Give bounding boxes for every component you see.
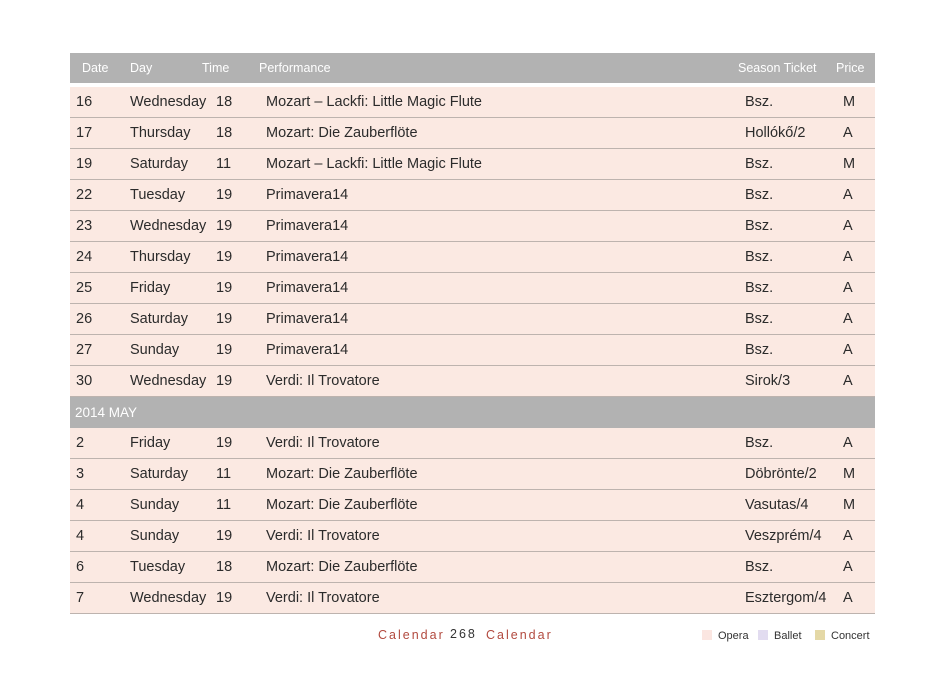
cell-time: 19 bbox=[216, 373, 233, 389]
cell-time: 11 bbox=[216, 466, 232, 482]
table-row bbox=[70, 180, 875, 211]
month-divider bbox=[70, 397, 875, 428]
cell-season-ticket: Hollókő/2 bbox=[745, 125, 806, 141]
cell-time: 19 bbox=[216, 528, 233, 544]
cell-day: Thursday bbox=[130, 249, 191, 265]
cell-date: 23 bbox=[76, 218, 93, 234]
footer-left-word: Calendar bbox=[378, 628, 445, 642]
cell-price: A bbox=[843, 280, 853, 296]
table-row bbox=[70, 521, 875, 552]
cell-date: 6 bbox=[76, 559, 85, 575]
cell-date: 3 bbox=[76, 466, 85, 482]
cell-season-ticket: Bsz. bbox=[745, 280, 774, 296]
table-row bbox=[70, 552, 875, 583]
header-price: Price bbox=[836, 61, 865, 75]
table-row bbox=[70, 335, 875, 366]
cell-time: 19 bbox=[216, 218, 233, 234]
table-row bbox=[70, 304, 875, 335]
cell-time: 19 bbox=[216, 187, 233, 203]
cell-date: 4 bbox=[76, 497, 85, 513]
cell-season-ticket: Sirok/3 bbox=[745, 373, 791, 389]
cell-season-ticket: Esztergom/4 bbox=[745, 590, 827, 606]
cell-price: M bbox=[843, 497, 856, 513]
page-footer bbox=[0, 626, 944, 650]
table-row bbox=[70, 459, 875, 490]
table-row bbox=[70, 242, 875, 273]
cell-season-ticket: Bsz. bbox=[745, 342, 774, 358]
cell-performance: Verdi: Il Trovatore bbox=[266, 528, 380, 544]
header-day: Day bbox=[130, 61, 153, 75]
may-rows bbox=[70, 428, 875, 614]
footer-right-word: Calendar bbox=[486, 628, 553, 642]
header-performance: Performance bbox=[259, 61, 331, 75]
cell-date: 27 bbox=[76, 342, 93, 358]
cell-season-ticket: Bsz. bbox=[745, 559, 774, 575]
header-season-ticket: Season Ticket bbox=[738, 61, 817, 75]
cell-day: Wednesday bbox=[130, 373, 207, 389]
cell-performance: Verdi: Il Trovatore bbox=[266, 373, 380, 389]
cell-performance: Primavera14 bbox=[266, 311, 349, 327]
cell-time: 18 bbox=[216, 559, 233, 575]
cell-season-ticket: Bsz. bbox=[745, 249, 774, 265]
cell-price: A bbox=[843, 249, 853, 265]
legend-concert-label: Concert bbox=[831, 630, 870, 642]
cell-day: Friday bbox=[130, 435, 171, 451]
cell-season-ticket: Bsz. bbox=[745, 218, 774, 234]
table-row bbox=[70, 428, 875, 459]
cell-date: 4 bbox=[76, 528, 85, 544]
table-header bbox=[70, 53, 875, 87]
cell-date: 16 bbox=[76, 94, 93, 110]
table-row bbox=[70, 273, 875, 304]
cell-date: 25 bbox=[76, 280, 93, 296]
cell-time: 11 bbox=[216, 497, 232, 513]
table-row bbox=[70, 583, 875, 614]
cell-day: Tuesday bbox=[130, 187, 186, 203]
cell-performance: Primavera14 bbox=[266, 187, 349, 203]
cell-performance: Verdi: Il Trovatore bbox=[266, 590, 380, 606]
legend-ballet-label: Ballet bbox=[774, 630, 802, 642]
cell-performance: Primavera14 bbox=[266, 249, 349, 265]
legend-concert-swatch bbox=[815, 630, 825, 640]
cell-time: 19 bbox=[216, 590, 233, 606]
cell-performance: Mozart: Die Zauberflöte bbox=[266, 559, 418, 575]
calendar-table bbox=[70, 53, 875, 614]
cell-price: A bbox=[843, 373, 853, 389]
cell-season-ticket: Döbrönte/2 bbox=[745, 466, 817, 482]
cell-price: A bbox=[843, 187, 853, 203]
cell-price: M bbox=[843, 156, 856, 172]
table-row bbox=[70, 366, 875, 397]
cell-price: A bbox=[843, 528, 853, 544]
cell-day: Wednesday bbox=[130, 590, 207, 606]
cell-performance: Primavera14 bbox=[266, 342, 349, 358]
cell-date: 2 bbox=[76, 435, 85, 451]
cell-season-ticket: Bsz. bbox=[745, 435, 774, 451]
table-row bbox=[70, 118, 875, 149]
cell-date: 17 bbox=[76, 125, 93, 141]
cell-price: M bbox=[843, 94, 856, 110]
legend-opera-label: Opera bbox=[718, 630, 749, 642]
cell-season-ticket: Bsz. bbox=[745, 311, 774, 327]
cell-date: 26 bbox=[76, 311, 93, 327]
cell-season-ticket: Vasutas/4 bbox=[745, 497, 809, 513]
cell-performance: Primavera14 bbox=[266, 280, 349, 296]
cell-date: 19 bbox=[76, 156, 93, 172]
cell-day: Friday bbox=[130, 280, 171, 296]
cell-time: 18 bbox=[216, 125, 233, 141]
cell-price: A bbox=[843, 218, 853, 234]
cell-day: Thursday bbox=[130, 125, 191, 141]
cell-performance: Mozart: Die Zauberflöte bbox=[266, 466, 418, 482]
cell-performance: Mozart: Die Zauberflöte bbox=[266, 125, 418, 141]
cell-performance: Mozart – Lackfi: Little Magic Flute bbox=[266, 156, 482, 172]
cell-date: 22 bbox=[76, 187, 93, 203]
cell-performance: Mozart – Lackfi: Little Magic Flute bbox=[266, 94, 482, 110]
cell-day: Wednesday bbox=[130, 94, 207, 110]
cell-date: 24 bbox=[76, 249, 93, 265]
cell-price: A bbox=[843, 311, 853, 327]
cell-date: 30 bbox=[76, 373, 93, 389]
cell-season-ticket: Bsz. bbox=[745, 187, 774, 203]
cell-price: A bbox=[843, 590, 853, 606]
header-time: Time bbox=[202, 61, 230, 75]
cell-price: A bbox=[843, 125, 853, 141]
cell-season-ticket: Veszprém/4 bbox=[745, 528, 822, 544]
header-date: Date bbox=[82, 61, 109, 75]
legend-ballet-swatch bbox=[758, 630, 768, 640]
cell-time: 19 bbox=[216, 435, 233, 451]
cell-season-ticket: Bsz. bbox=[745, 156, 774, 172]
cell-day: Saturday bbox=[130, 311, 189, 327]
page-number: 268 bbox=[450, 627, 477, 641]
cell-performance: Primavera14 bbox=[266, 218, 349, 234]
table-row bbox=[70, 87, 875, 118]
cell-price: A bbox=[843, 435, 853, 451]
cell-day: Saturday bbox=[130, 156, 189, 172]
cell-day: Wednesday bbox=[130, 218, 207, 234]
cell-time: 19 bbox=[216, 249, 233, 265]
table-row bbox=[70, 490, 875, 521]
cell-day: Sunday bbox=[130, 528, 180, 544]
month-label: 2014 MAY bbox=[75, 405, 138, 420]
cell-price: M bbox=[843, 466, 856, 482]
cell-time: 11 bbox=[216, 156, 232, 172]
cell-time: 18 bbox=[216, 94, 233, 110]
cell-day: Tuesday bbox=[130, 559, 186, 575]
table-row bbox=[70, 149, 875, 180]
table-row bbox=[70, 211, 875, 242]
cell-day: Saturday bbox=[130, 466, 189, 482]
cell-day: Sunday bbox=[130, 497, 180, 513]
cell-price: A bbox=[843, 342, 853, 358]
cell-season-ticket: Bsz. bbox=[745, 94, 774, 110]
cell-performance: Mozart: Die Zauberflöte bbox=[266, 497, 418, 513]
cell-date: 7 bbox=[76, 590, 85, 606]
cell-day: Sunday bbox=[130, 342, 180, 358]
cell-price: A bbox=[843, 559, 853, 575]
cell-time: 19 bbox=[216, 342, 233, 358]
cell-performance: Verdi: Il Trovatore bbox=[266, 435, 380, 451]
cell-time: 19 bbox=[216, 280, 233, 296]
april-rows bbox=[70, 87, 875, 397]
legend-opera-swatch bbox=[702, 630, 712, 640]
cell-time: 19 bbox=[216, 311, 233, 327]
